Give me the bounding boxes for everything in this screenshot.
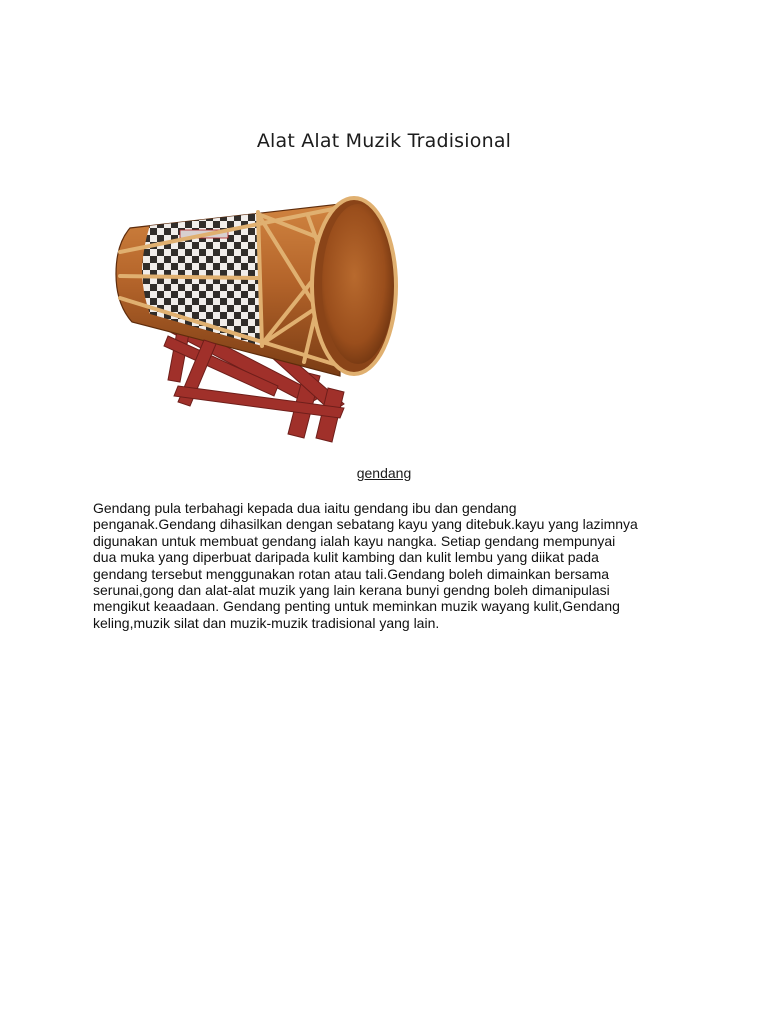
paragraph-line: serunai,gong dan alat-alat muzik yang lain kerana bunyi gendng boleh dimanipulasi	[93, 582, 610, 599]
paragraph-line: keling,muzik silat dan muzik-muzik tradisional yang lain.	[93, 614, 440, 631]
drum-head	[312, 198, 396, 374]
paragraph-line: mengikut keaadaan. Gendang penting untuk meminkan muzik wayang kulit,Gendang	[93, 598, 620, 615]
paragraph-line: dua muka yang diperbuat daripada kulit kambing dan kulit lembu yang diikat pada	[93, 549, 599, 566]
image-caption: gendang	[356, 465, 412, 481]
paragraph-line: digunakan untuk membuat gendang ialah kayu nangka. Setiap gendang mempunyai	[93, 532, 616, 549]
body-paragraph	[93, 500, 683, 631]
paragraph-line: penganak.Gendang dihasilkan dengan sebatang kayu yang ditebuk.kayu yang lazimnya	[93, 516, 638, 533]
page-title: Alat Alat Muzik Tradisional	[256, 130, 512, 152]
paragraph-line: gendang tersebut menggunakan rotan atau tali.Gendang boleh dimainkan bersama	[93, 565, 610, 582]
paragraph-line: Gendang pula terbahagi kepada dua iaitu gendang ibu dan gendang	[93, 500, 517, 516]
gendang-drum-image	[108, 186, 404, 448]
